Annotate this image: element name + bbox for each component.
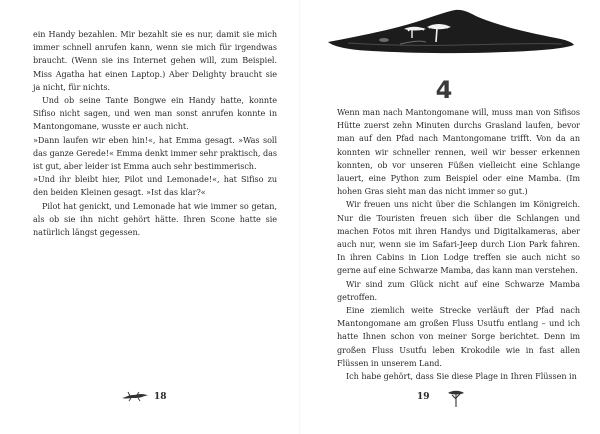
paragraph: »Und ihr bleibt hier, Pilot und Lemonade!«, hat Sifiso zu den beiden Kleinen gesagt. »Ist das klar?«	[33, 174, 277, 198]
acacia-tree-icon	[446, 387, 466, 409]
page-number: 19	[417, 392, 430, 402]
right-page	[300, 0, 600, 434]
paragraph: Pilot hat genickt, und Lemonade hat wie immer so getan, als ob sie ihn nicht gehört hätte. Ihren Scone hatte sie natürlich längst gegessen.	[33, 200, 277, 238]
paragraph: ein Handy bezahlen. Mir bezahlt sie es nur, damit sie mich immer schnell anrufen kann, wenn sie mich für irgendwas braucht. (Wenn sie ins Internet gehen will, zum Beispiel. Miss Agatha hat einen Laptop.) Aber Delighty braucht sie ja nicht, für nichts.	[33, 29, 277, 92]
savanna-mountain-illustration	[300, 0, 600, 80]
paragraph: Wenn man nach Mantongomane will, muss man von Sifisos Hütte zuerst zehn Minuten durchs Grasland laufen, bevor man auf den Pfad nach Mantongomane trifft. Von da an konnten wir schneller rennen, weil wir besser erkennen konnten, ob vor unseren Füßen vielleicht eine Schlange lauert, eine Python zum Beispiel oder eine Mamba. (Im hohen Gras sieht man das nicht immer so gut.)	[337, 107, 580, 197]
paragraph: Wir sind zum Glück nicht auf eine Schwarze Mamba getroffen.	[337, 278, 580, 302]
left-page-text	[33, 28, 277, 239]
paragraph: »Dann laufen wir eben hin!«, hat Emma gesagt. »Was soll das ganze Gerede!« Emma denkt immer sehr praktisch, das ist gut, aber leider ist Emma auch sehr bestimmerisch.	[33, 134, 277, 172]
paragraph: Eine ziemlich weite Strecke verläuft der Pfad nach Mantongomane am großen Fluss Usutfu entlang – und ich hatte Ihnen schon von meiner Sorge berichtet. Denn im großen Fluss Usutfu leben Krokodile wie in fast allen Flüssen in unserem Land.	[337, 305, 580, 368]
right-page-text	[337, 106, 580, 383]
lizard-icon	[121, 390, 149, 402]
paragraph: Wir freuen uns nicht über die Schlangen im Königreich. Nur die Touristen freuen sich über die Schlangen und machen Fotos mit ihren Handys und Digitalkameras, aber auch nur, wenn sie im Safari-Jeep durch Lion Park fahren. In ihren Cabins in Lion Lodge treffen sie auch nicht so gerne auf eine Schwarze Mamba, das kann man verstehen.	[337, 199, 580, 276]
page-number: 18	[154, 392, 167, 402]
chapter-number: 4	[435, 76, 453, 104]
paragraph: Ich habe gehört, dass Sie diese Plage in Ihren Flüssen in	[346, 371, 577, 382]
paragraph: Und ob seine Tante Bongwe ein Handy hatte, konnte Sifiso nicht sagen, und wen man sonst anrufen konnte in Mantongomane, wusste er auch nicht.	[33, 95, 277, 132]
